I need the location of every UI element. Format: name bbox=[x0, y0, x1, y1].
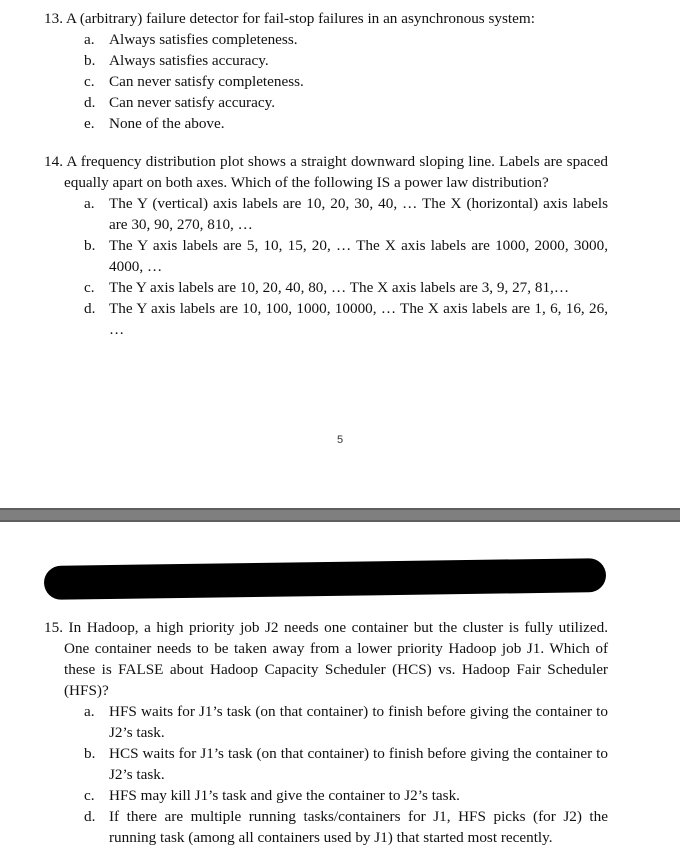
answer-option-a bbox=[84, 193, 608, 235]
option-letter: c. bbox=[84, 73, 95, 90]
answer-option-b bbox=[84, 235, 608, 277]
option-letter: a. bbox=[84, 31, 95, 48]
answer-option-d bbox=[84, 298, 608, 340]
redaction-bar bbox=[44, 558, 606, 600]
option-text: The Y axis labels are 5, 10, 15, 20, … The X axis labels are 1000, 2000, 3000, 4000, … bbox=[109, 237, 608, 275]
option-letter: a. bbox=[84, 195, 95, 212]
answer-option-b bbox=[84, 743, 608, 785]
page-number: 5 bbox=[336, 434, 344, 446]
option-text: Can never satisfy accuracy. bbox=[109, 94, 275, 111]
option-letter: d. bbox=[84, 300, 96, 317]
page-separator bbox=[0, 508, 680, 522]
option-letter: d. bbox=[84, 94, 96, 111]
option-letter: b. bbox=[84, 745, 96, 762]
page-6 bbox=[0, 522, 680, 852]
answer-options bbox=[44, 701, 608, 848]
question-number: 14. bbox=[44, 153, 63, 170]
question-prompt: A (arbitrary) failure detector for fail-stop failures in an asynchronous system: bbox=[65, 10, 535, 27]
answer-option-a bbox=[84, 701, 608, 743]
option-text: The Y (vertical) axis labels are 10, 20, 30, 40, … The X (horizontal) axis labels are 30, 90, 270, 810, … bbox=[109, 195, 608, 233]
question-prompt: A frequency distribution plot shows a straight downward sloping line. Labels are spaced equally apart on both axes. Which of the following IS a power law distribution? bbox=[64, 153, 608, 191]
option-text: Always satisfies accuracy. bbox=[109, 52, 269, 69]
question-14 bbox=[44, 151, 608, 340]
question-13-text bbox=[44, 8, 608, 29]
answer-option-c bbox=[84, 277, 608, 298]
answer-option-d bbox=[84, 806, 608, 848]
option-letter: e. bbox=[84, 115, 95, 132]
option-letter: d. bbox=[84, 808, 96, 825]
option-letter: a. bbox=[84, 703, 95, 720]
option-text: HFS waits for J1’s task (on that container) to finish before giving the container to J2’s task. bbox=[109, 703, 608, 741]
answer-option-e bbox=[84, 113, 608, 134]
answer-option-a bbox=[84, 29, 608, 50]
answer-option-c bbox=[84, 785, 608, 806]
question-14-text bbox=[44, 151, 608, 193]
question-15 bbox=[44, 617, 608, 848]
answer-option-d bbox=[84, 92, 608, 113]
option-letter: c. bbox=[84, 279, 95, 296]
question-15-text bbox=[44, 617, 608, 701]
option-text: Can never satisfy completeness. bbox=[109, 73, 304, 90]
option-text: The Y axis labels are 10, 20, 40, 80, … The X axis labels are 3, 9, 27, 81,… bbox=[109, 279, 570, 296]
answer-options bbox=[44, 193, 608, 340]
question-number: 13. bbox=[44, 10, 63, 27]
option-text: If there are multiple running tasks/containers for J1, HFS picks (for J2) the running task (among all containers used by J1) that started most recently. bbox=[109, 808, 608, 846]
option-text: HFS may kill J1’s task and give the container to J2’s task. bbox=[109, 787, 460, 804]
option-letter: b. bbox=[84, 52, 96, 69]
option-text: The Y axis labels are 10, 100, 1000, 10000, … The X axis labels are 1, 6, 16, 26, … bbox=[109, 300, 608, 338]
answer-options bbox=[44, 29, 608, 134]
question-13 bbox=[44, 8, 608, 134]
option-text: HCS waits for J1’s task (on that container) to finish before giving the container to J2’s task. bbox=[109, 745, 608, 783]
option-text: None of the above. bbox=[109, 115, 225, 132]
option-letter: c. bbox=[84, 787, 95, 804]
option-text: Always satisfies completeness. bbox=[109, 31, 298, 48]
question-number: 15. bbox=[44, 619, 63, 636]
question-prompt: In Hadoop, a high priority job J2 needs one container but the cluster is fully utilized. One container needs to be taken away from a lower priority Hadoop job J1. Which of these is FALSE about Hadoop Capacity Scheduler (HCS) vs. Hadoop Fair Scheduler (HFS)? bbox=[64, 619, 608, 699]
answer-option-c bbox=[84, 71, 608, 92]
option-letter: b. bbox=[84, 237, 96, 254]
answer-option-b bbox=[84, 50, 608, 71]
